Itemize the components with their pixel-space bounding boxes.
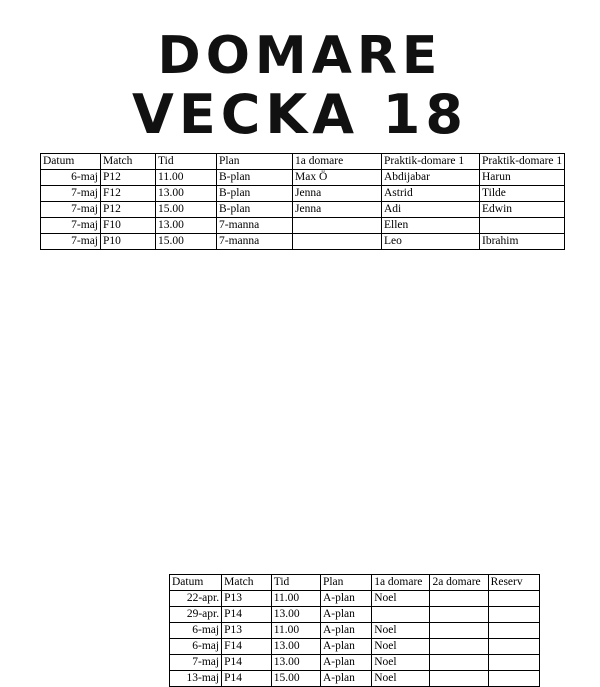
column-header: Datum xyxy=(170,575,222,591)
table-cell: P14 xyxy=(222,671,272,687)
table-cell xyxy=(430,655,488,671)
table-cell xyxy=(430,671,488,687)
column-header: 1a domare xyxy=(293,154,382,170)
column-header: Match xyxy=(222,575,272,591)
table-cell: 13.00 xyxy=(156,218,217,234)
table-cell: 22-apr. xyxy=(170,591,222,607)
table-row xyxy=(41,234,565,250)
table-cell: Noel xyxy=(372,639,430,655)
table-cell: Harun xyxy=(480,170,565,186)
table-cell: A-plan xyxy=(320,607,371,623)
table-cell: 15.00 xyxy=(271,671,320,687)
table-cell: 6-maj xyxy=(41,170,101,186)
table-cell: 13-maj xyxy=(170,671,222,687)
table-2-body xyxy=(170,591,540,687)
table-cell: B-plan xyxy=(217,186,293,202)
table-cell xyxy=(488,607,539,623)
table-cell: B-plan xyxy=(217,170,293,186)
table-cell: 13.00 xyxy=(271,607,320,623)
table-cell: F12 xyxy=(101,186,156,202)
table-cell: Noel xyxy=(372,591,430,607)
table-2-header xyxy=(170,575,540,591)
table-1-body xyxy=(41,170,565,250)
table-cell: Adi xyxy=(382,202,480,218)
table-cell: Noel xyxy=(372,671,430,687)
table-cell xyxy=(480,218,565,234)
table-cell: Jenna xyxy=(293,186,382,202)
table-cell: 13.00 xyxy=(271,655,320,671)
table-2-viewport xyxy=(80,287,540,684)
column-header: Plan xyxy=(217,154,293,170)
column-header: Tid xyxy=(156,154,217,170)
table-cell: Max Ö xyxy=(293,170,382,186)
table-row xyxy=(41,186,565,202)
table-cell: 7-manna xyxy=(217,234,293,250)
table-cell: 11.00 xyxy=(271,591,320,607)
table-cell: A-plan xyxy=(320,623,371,639)
table-cell: B-plan xyxy=(217,202,293,218)
table-cell: 15.00 xyxy=(156,202,217,218)
table-cell: P13 xyxy=(222,623,272,639)
table-cell: Noel xyxy=(372,655,430,671)
table-1-header xyxy=(41,154,565,170)
table-cell: 7-manna xyxy=(217,218,293,234)
table-cell: 7-maj xyxy=(41,202,101,218)
table-cell: Jenna xyxy=(293,202,382,218)
table-cell: Astrid xyxy=(382,186,480,202)
table-cell xyxy=(488,639,539,655)
table-cell xyxy=(430,591,488,607)
table-cell: P12 xyxy=(101,170,156,186)
table-cell: P10 xyxy=(101,234,156,250)
table-cell: 11.00 xyxy=(271,623,320,639)
table-row xyxy=(170,591,540,607)
table-row xyxy=(170,639,540,655)
referee-schedule-table-1 xyxy=(40,153,565,250)
table-cell xyxy=(488,655,539,671)
table-cell: 6-maj xyxy=(170,623,222,639)
table-cell: A-plan xyxy=(320,639,371,655)
referee-schedule-table-2 xyxy=(169,574,540,687)
table-cell: Leo xyxy=(382,234,480,250)
table-cell: Ellen xyxy=(382,218,480,234)
table-cell: A-plan xyxy=(320,655,371,671)
table-cell xyxy=(430,623,488,639)
table-cell: 7-maj xyxy=(41,218,101,234)
table-cell xyxy=(293,218,382,234)
table-cell: Abdijabar xyxy=(382,170,480,186)
table-row xyxy=(41,202,565,218)
table-cell: 6-maj xyxy=(170,639,222,655)
table-cell: 7-maj xyxy=(170,655,222,671)
table-cell: Edwin xyxy=(480,202,565,218)
table-cell: P13 xyxy=(222,591,272,607)
table-cell: Ibrahim xyxy=(480,234,565,250)
column-header: Match xyxy=(101,154,156,170)
table-cell: 13.00 xyxy=(156,186,217,202)
table-cell: P12 xyxy=(101,202,156,218)
table-cell: F14 xyxy=(222,639,272,655)
table-cell: Noel xyxy=(372,623,430,639)
column-header: Plan xyxy=(320,575,371,591)
column-header: Praktik-domare 1 xyxy=(480,154,565,170)
table-cell: A-plan xyxy=(320,671,371,687)
table-row xyxy=(170,671,540,687)
table-row xyxy=(41,218,565,234)
table-header-row xyxy=(170,575,540,591)
table-cell: P14 xyxy=(222,607,272,623)
table-cell: P14 xyxy=(222,655,272,671)
column-header: Tid xyxy=(271,575,320,591)
table-cell xyxy=(488,671,539,687)
table-cell: 15.00 xyxy=(156,234,217,250)
title-line-1: DOMARE xyxy=(157,26,443,86)
table-cell: 7-maj xyxy=(41,234,101,250)
column-header: 2a domare xyxy=(430,575,488,591)
column-header: 1a domare xyxy=(372,575,430,591)
table-cell xyxy=(293,234,382,250)
table-cell: F10 xyxy=(101,218,156,234)
table-cell xyxy=(430,607,488,623)
table-cell: 11.00 xyxy=(156,170,217,186)
table-cell xyxy=(488,591,539,607)
table-header-row xyxy=(41,154,565,170)
column-header: Datum xyxy=(41,154,101,170)
table-row xyxy=(170,655,540,671)
table-cell: 29-apr. xyxy=(170,607,222,623)
table-cell: Tilde xyxy=(480,186,565,202)
title-line-2: VECKA 18 xyxy=(132,83,468,146)
table-cell xyxy=(488,623,539,639)
table-row xyxy=(41,170,565,186)
table-row xyxy=(170,623,540,639)
table-row xyxy=(170,607,540,623)
column-header: Reserv xyxy=(488,575,539,591)
table-cell xyxy=(372,607,430,623)
table-cell xyxy=(430,639,488,655)
table-cell: 13.00 xyxy=(271,639,320,655)
table-cell: 7-maj xyxy=(41,186,101,202)
column-header: Praktik-domare 1 xyxy=(382,154,480,170)
table-cell: A-plan xyxy=(320,591,371,607)
